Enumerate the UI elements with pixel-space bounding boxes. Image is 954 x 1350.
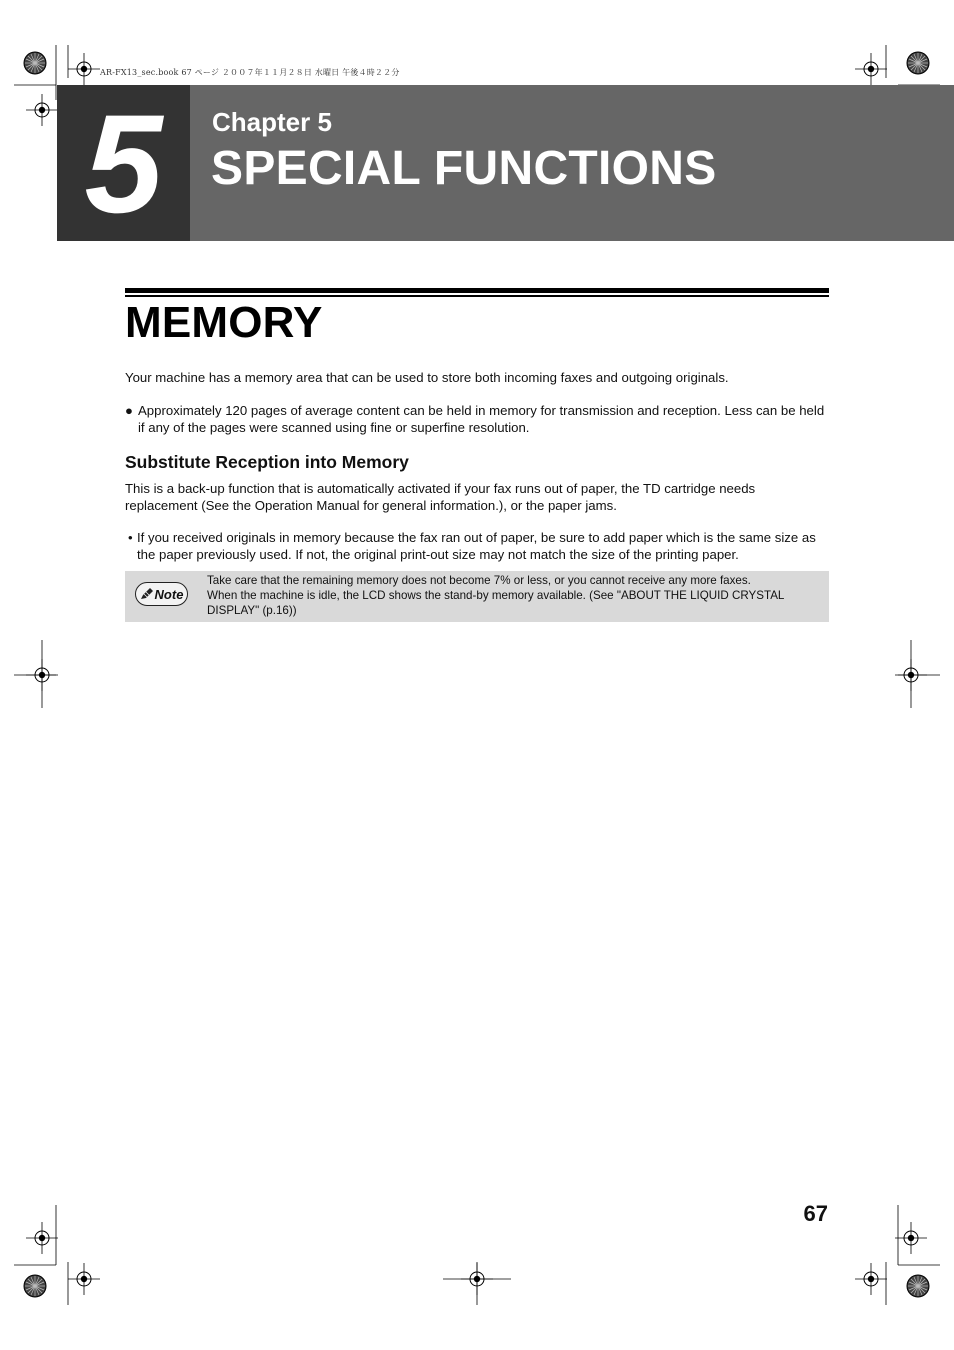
bullet-small-dot-icon: • [128,530,133,545]
chapter-number: 5 [84,85,163,242]
section-bullet-text: Approximately 120 pages of average content can be held in memory for transmission and reception. Less can be held if any of the pages were scanned using fine or superfine resolution. [138,403,825,435]
section-rule-thick [125,288,829,293]
section-intro: Your machine has a memory area that can be used to store both incoming faxes and outgoing originals. [125,370,729,385]
section-title: MEMORY [125,298,323,347]
note-line: Take care that the remaining memory does not become 7% or less, or you cannot receive any more faxes. [207,574,751,587]
subsection-body: This is a back-up function that is automatically activated if your fax runs out of paper, the TD cartridge needs replacement (See the Operation Manual for general information.), or the paper jams. [125,481,756,513]
chapter-label: Chapter 5 [212,107,332,137]
print-file-info: AR-FX13_sec.book 67 ページ ２００７年１１月２８日 水曜日 午後４時２２分 [100,68,400,77]
section-bullet [125,402,829,436]
note-text [207,573,823,618]
note-line: When the machine is idle, the LCD shows the stand-by memory available. (See "ABOUT THE LIQUID CRYSTAL DISPLAY" (p.16)) [207,589,784,617]
chapter-title: SPECIAL FUNCTIONS [211,142,717,195]
pencil-icon [140,588,154,600]
subsection-bullet-text: If you received originals in memory because the fax ran out of paper, be sure to add paper which is the same size as the paper previously used. If not, the original print-out size may not match the size of the printing paper. [137,530,816,562]
subsection-title: Substitute Reception into Memory [125,452,409,472]
note-badge-label: Note [154,586,184,602]
note-box [125,571,829,622]
subsection-bullet [125,529,829,563]
page-number: 67 [803,1201,828,1226]
chapter-number-box [57,85,190,241]
note-badge [135,582,188,606]
bullet-dot-icon: ● [125,403,133,418]
section-rule-thin [125,295,829,297]
chapter-banner [57,85,954,241]
